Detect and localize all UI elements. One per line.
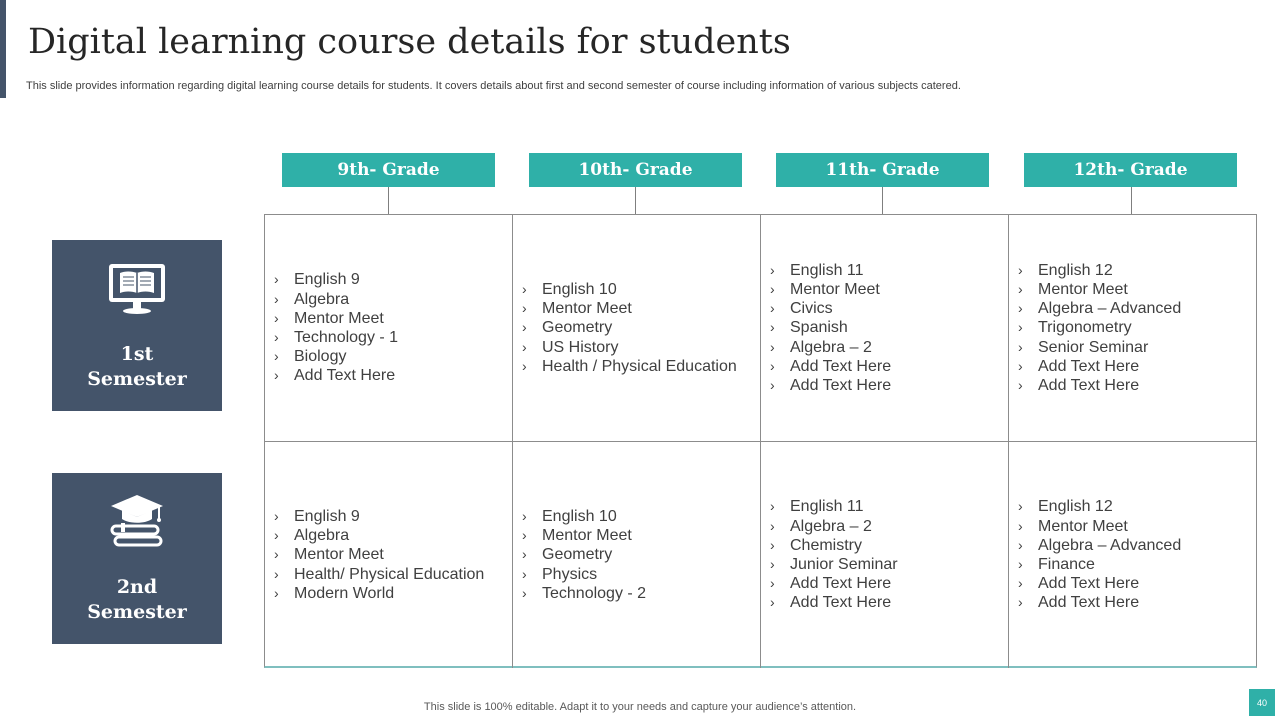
course-item-text: Algebra – Advanced [1038,300,1182,318]
course-item [1018,338,1248,357]
course-item-text: Add Text Here [1038,575,1140,593]
course-item [1018,536,1248,555]
footer-note: This slide is 100% editable. Adapt it to your needs and capture your audience’s attention. [423,701,857,713]
chevron-right-icon: › [770,357,775,374]
course-cell-sem2-grade11 [770,442,1000,668]
course-item [522,507,752,526]
course-item-text: English 10 [542,280,617,298]
course-item [274,328,504,347]
course-item [1018,357,1248,376]
slide-title: Digital learning course details for students [28,22,791,62]
page-number: 40 [1249,689,1275,716]
chevron-right-icon: › [522,565,527,582]
chevron-right-icon: › [770,536,775,553]
course-cell-sem1-grade11 [770,215,1000,441]
semester-label [52,342,222,392]
chevron-right-icon: › [770,319,775,336]
chevron-right-icon: › [274,367,279,384]
course-item-text: Add Text Here [790,594,892,612]
course-item [1018,261,1248,280]
chevron-right-icon: › [274,584,279,601]
semester-number: 2nd [116,576,158,598]
course-item [274,507,504,526]
course-item [770,497,1000,516]
chevron-right-icon: › [522,527,527,544]
chevron-right-icon: › [274,309,279,326]
course-item [522,526,752,545]
course-item-text: Add Text Here [294,367,396,385]
course-item-text: Finance [1038,556,1095,573]
course-item [770,318,1000,337]
chevron-right-icon: › [274,527,279,544]
course-item [1018,555,1248,574]
semester-label [52,575,222,625]
chevron-right-icon: › [1018,517,1023,534]
course-item-text: Trigonometry [1038,319,1132,337]
course-item-text: Biology [294,348,347,366]
chevron-right-icon: › [274,348,279,365]
connector-line [882,187,883,214]
course-item [770,555,1000,574]
course-item-text: Modern World [294,584,395,602]
course-item-text: Physics [542,565,598,583]
chevron-right-icon: › [522,357,527,374]
course-cell-sem2-grade12 [1018,442,1248,668]
course-item-text: Mentor Meet [294,546,384,564]
chevron-right-icon: › [1018,575,1023,592]
course-item-text: Health / Physical Education [542,357,737,375]
course-item-text: Spanish [790,319,848,337]
course-item [274,526,504,545]
grade-header-11: 11th- Grade [776,153,989,187]
course-item [1018,376,1248,395]
course-item [522,565,752,584]
semester-number: 1st [120,343,154,365]
chevron-right-icon: › [770,338,775,355]
course-item-text: Technology - 1 [294,329,399,346]
course-item-text: Mentor Meet [790,280,880,298]
chevron-right-icon: › [1018,357,1023,374]
course-item [1018,280,1248,299]
course-item [770,517,1000,536]
course-item [274,584,504,603]
course-item-text: Algebra – 2 [790,338,872,356]
chevron-right-icon: › [770,575,775,592]
course-item [1018,593,1248,612]
course-item [1018,299,1248,318]
course-item [770,376,1000,395]
chevron-right-icon: › [522,319,527,336]
title-accent-bar [0,0,6,98]
course-item-text: Add Text Here [790,357,892,375]
course-item [274,309,504,328]
course-item-text: Geometry [542,319,613,337]
course-item [274,290,504,309]
course-item [1018,497,1248,516]
course-item-text: Algebra [294,290,350,308]
course-cell-sem2-grade9 [274,442,504,668]
computer-book-icon [107,260,167,320]
connector-line [635,187,636,214]
chevron-right-icon: › [770,300,775,317]
course-item-text: Technology - 2 [542,584,647,602]
course-item-text: Health/ Physical Education [294,565,485,583]
chevron-right-icon: › [522,546,527,563]
chevron-right-icon: › [1018,338,1023,355]
course-item-text: Add Text Here [1038,357,1140,375]
course-item [522,280,752,299]
course-item [522,357,752,376]
chevron-right-icon: › [274,546,279,563]
course-item [770,280,1000,299]
course-item-text: Mentor Meet [542,527,632,545]
chevron-right-icon: › [1018,498,1023,515]
course-item [274,366,504,385]
chevron-right-icon: › [1018,300,1023,317]
course-item-text: Mentor Meet [294,309,384,327]
course-item-text: Mentor Meet [1038,280,1128,298]
course-item [522,338,752,357]
course-item-text: Algebra [294,527,350,545]
course-item-text: Algebra – 2 [790,517,872,535]
course-item [1018,318,1248,337]
course-item [274,270,504,289]
course-item [770,574,1000,593]
course-item [522,318,752,337]
chevron-right-icon: › [770,377,775,393]
chevron-right-icon: › [274,329,279,345]
grade-header-12: 12th- Grade [1024,153,1237,187]
course-item-text: Add Text Here [1038,594,1140,612]
course-item-text: Algebra – Advanced [1038,536,1182,554]
course-item [770,536,1000,555]
course-item-text: English 12 [1038,498,1113,516]
course-item [770,261,1000,280]
course-item-text: Add Text Here [790,575,892,593]
course-item-text: Civics [790,300,833,318]
chevron-right-icon: › [274,290,279,307]
grade-header-10: 10th- Grade [529,153,742,187]
course-item-text: Geometry [542,546,613,564]
grade-header-9: 9th- Grade [282,153,495,187]
course-item [522,299,752,318]
course-item-text: US History [542,338,619,356]
chevron-right-icon: › [522,507,527,524]
course-item-text: English 11 [790,261,864,279]
chevron-right-icon: › [522,300,527,317]
chevron-right-icon: › [1018,261,1023,278]
chevron-right-icon: › [770,498,775,515]
course-item-text: English 11 [790,498,864,516]
course-item-text: English 10 [542,507,617,525]
connector-line [388,187,389,214]
chevron-right-icon: › [770,261,775,278]
course-item [770,593,1000,612]
course-item-text: Add Text Here [1038,377,1140,394]
course-item-text: Chemistry [790,536,863,554]
chevron-right-icon: › [1018,280,1023,297]
chevron-right-icon: › [1018,319,1023,336]
semester-box-1st [52,240,222,411]
course-cell-sem1-grade10 [522,215,752,441]
semester-box-2nd [52,473,222,644]
course-item [274,347,504,366]
chevron-right-icon: › [770,517,775,534]
course-item [1018,574,1248,593]
chevron-right-icon: › [522,338,527,355]
chevron-right-icon: › [1018,556,1023,572]
chevron-right-icon: › [1018,536,1023,553]
course-item-text: English 12 [1038,261,1113,279]
course-cell-sem1-grade9 [274,215,504,441]
chevron-right-icon: › [522,280,527,297]
chevron-right-icon: › [274,565,279,582]
course-item-text: Add Text Here [790,377,892,394]
course-item [770,299,1000,318]
course-item-text: Senior Seminar [1038,338,1149,356]
chevron-right-icon: › [1018,377,1023,393]
semester-word: Semester [87,368,187,390]
course-item [1018,517,1248,536]
chevron-right-icon: › [274,507,279,524]
course-cell-sem1-grade12 [1018,215,1248,441]
connector-line [1131,187,1132,214]
course-item-text: English 9 [294,507,360,525]
course-item-text: Mentor Meet [1038,517,1128,535]
course-item-text: Mentor Meet [542,300,632,318]
course-item [770,338,1000,357]
chevron-right-icon: › [274,271,279,288]
graduation-cap-books-icon [107,493,167,553]
chevron-right-icon: › [1018,594,1023,611]
course-item-text: English 9 [294,271,360,289]
course-item [770,357,1000,376]
chevron-right-icon: › [770,556,775,572]
slide-subtitle: This slide provides information regarding digital learning course details for students. It covers details about first and second semester of course including information of various subjects catered. [26,80,961,92]
chevron-right-icon: › [770,594,775,611]
chevron-right-icon: › [770,280,775,297]
course-item [522,545,752,564]
course-item [274,545,504,564]
course-item [274,565,504,584]
course-cell-sem2-grade10 [522,442,752,668]
course-item [522,584,752,603]
semester-word: Semester [87,601,187,623]
course-item-text: Junior Seminar [790,556,898,573]
chevron-right-icon: › [522,584,527,601]
